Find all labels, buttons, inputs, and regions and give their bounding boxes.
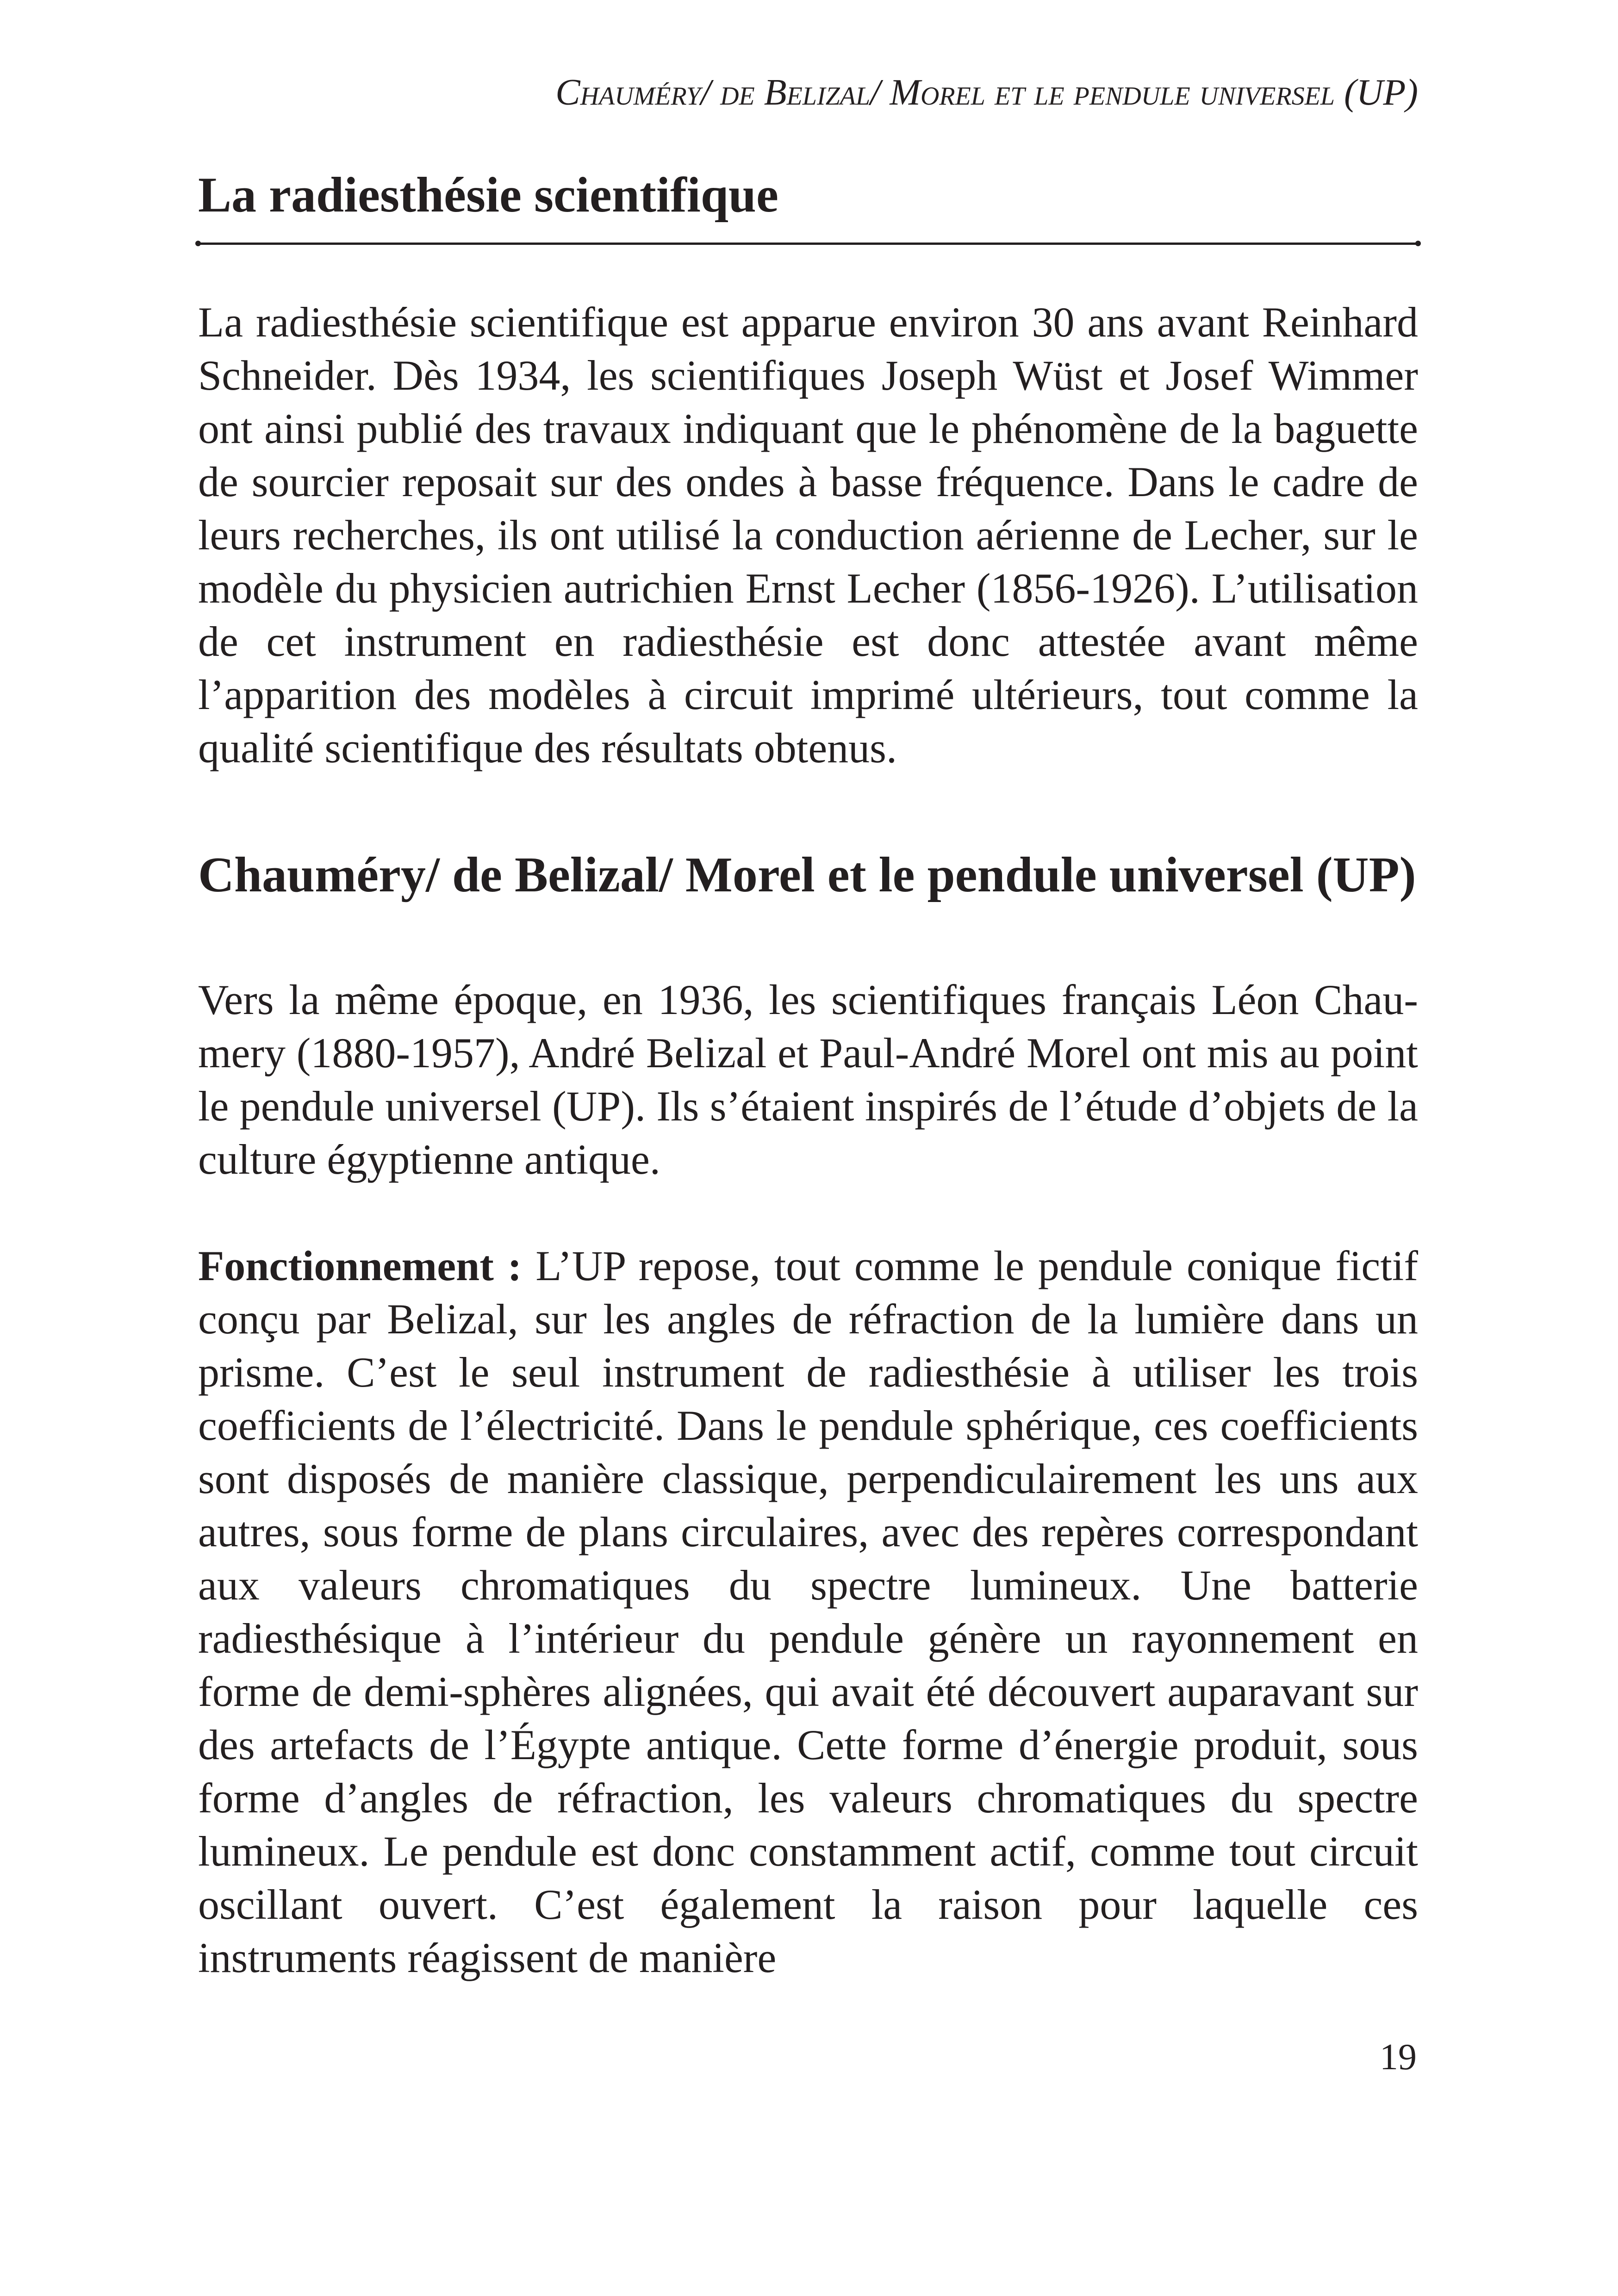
running-header: Chauméry/ de Belizal/ Morel et le pendule universel (UP) — [555, 72, 1418, 113]
title-underline-rule — [198, 243, 1418, 245]
section-paragraph: La radiesthésie scientifique est apparue environ 30 ans avant Reinhard Schneider. Dès 1934, les scientifiques Joseph Wüst et Josef Wimmer ont ainsi publié des travaux indiquant que le phénomène de la baguette de sourcier reposait sur des ondes à basse fréquence. Dans le cadre de leurs recherches, ils ont utilisé la conduction aérienne de Lecher, sur le modèle du physicien autrichien Ernst Lecher (1856-1926). L’utilisation de cet instrument en radiesthésie est donc attestée avant même l’apparition des modèles à circuit imprimé ultérieurs, tout comme la qualité scientifique des résultats obtenus. — [198, 299, 1418, 772]
paragraph-body-text: L’UP repose, tout comme le pendule conique fictif conçu par Belizal, sur les angles de réfraction de la lumière dans un prisme. C’est le seul instrument de radiesthésie à utiliser les trois coefficients de l’électricité. Dans le pendule sphérique, ces coefficients sont disposés de manière classique, perpendiculairement les uns aux autres, sous forme de plans circulaires, avec des repères correspondant aux valeurs chromatiques du spectre lumineux. Une batterie radiesthésique à l’intérieur du pendule génère un rayonnement en forme de demi-sphères alignées, qui avait été découvert auparavant sur des artefacts de l’Égypte antique. Cette forme d’énergie produit, sous forme d’angles de réfraction, les valeurs chromatiques du spectre lumineux. Le pendule est donc constamment actif, comme tout circuit oscillant ouvert. C’est également la raison pour laquelle ces instruments réagissent de manière — [198, 1242, 1418, 1982]
subsection-paragraph-2 — [198, 1239, 1418, 1985]
section-title: La radiesthésie scientifique — [198, 168, 778, 223]
subsection-paragraph-1: Vers la même époque, en 1936, les scientifiques français Léon Chaumery (1880-1957), André Belizal et Paul-André Morel ont mis au point le pendule universel (UP). Ils s’étaient inspirés de l’étude d’objets de la culture égyptienne antique. — [198, 976, 1418, 1183]
paragraph-lead-in: Fonctionnement : — [198, 1242, 522, 1290]
subsection-title: Chauméry/ de Belizal/ Morel et le pendule universel (UP) — [198, 847, 1416, 903]
page-content — [198, 167, 1418, 1985]
page-number: 19 — [1380, 2037, 1417, 2078]
